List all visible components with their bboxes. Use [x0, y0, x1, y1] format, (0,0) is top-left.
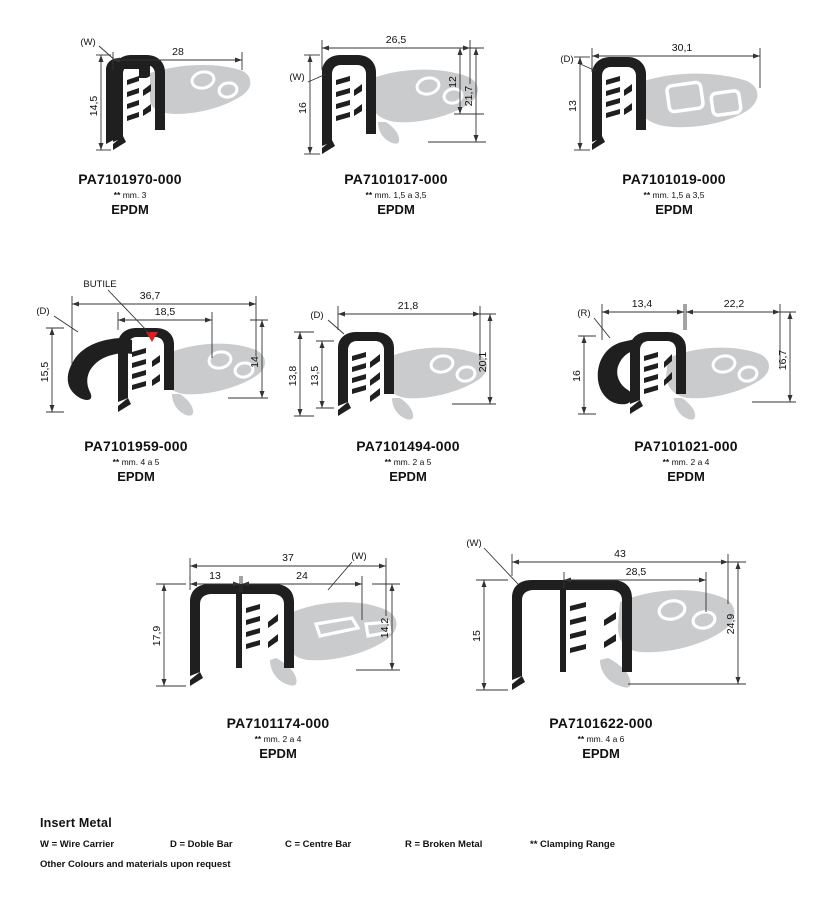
insert-tag-3: (D) [36, 306, 50, 317]
profile-caption-0 [0, 171, 260, 217]
range-value-2: mm. 1,5 a 3,5 [652, 189, 705, 200]
legend-entry-clamping: ** Clamping Range [530, 839, 615, 850]
profile-material-4: EPDM [389, 468, 427, 484]
legend-entry-d: D = Doble Bar [170, 839, 233, 850]
profile-caption-4 [264, 438, 552, 484]
profile-drawing-6 [120, 528, 440, 703]
legend-title: Insert Metal [40, 816, 112, 830]
dimension-top-6: 37 [282, 552, 294, 564]
dimension-right-7: 24,9 [725, 613, 737, 635]
profile-drawing-5 [552, 272, 832, 432]
profile-card-4 [272, 272, 552, 484]
profile-card-3 [0, 272, 272, 484]
range-stars-7: ** [577, 733, 585, 744]
profile-range-7 [422, 734, 780, 745]
profile-drawing-7 [440, 528, 780, 703]
dimension-left-7: 15 [471, 630, 483, 642]
insert-tag-4: (D) [310, 310, 324, 321]
dimension-top-4: 21,8 [397, 300, 419, 312]
dimension-left-2: 13 [567, 100, 579, 112]
range-stars-1: ** [365, 189, 373, 200]
annotation-butile: BUTILE [83, 279, 117, 290]
profile-card-6 [120, 528, 440, 761]
profile-range-2 [516, 190, 832, 201]
dimension-top2-7: 28,5 [625, 566, 647, 578]
profile-material-0: EPDM [111, 201, 149, 217]
legend-entry-c: C = Centre Bar [285, 839, 352, 850]
profile-row-3 [120, 528, 832, 761]
profile-material-2: EPDM [655, 201, 693, 217]
profile-drawing-3 [0, 272, 272, 432]
range-stars-2: ** [643, 189, 651, 200]
dimension-right-3: 14 [249, 356, 261, 368]
profile-card-1 [260, 18, 532, 217]
range-stars-0: ** [113, 189, 121, 200]
profile-range-5 [540, 457, 832, 468]
range-stars-6: ** [254, 733, 262, 744]
dimension-top2-5: 22,2 [723, 298, 745, 310]
profile-code-1: PA7101017-000 [344, 171, 448, 187]
profile-caption-2 [516, 171, 832, 217]
profile-card-0 [0, 18, 260, 217]
profile-range-0 [0, 190, 260, 201]
range-value-1: mm. 1,5 a 3,5 [374, 189, 427, 200]
dimension-left-0: 14,5 [88, 95, 100, 117]
dimension-right-outer-1: 21,7 [463, 85, 475, 107]
profile-material-3: EPDM [117, 468, 155, 484]
legend-entry-w: W = Wire Carrier [40, 839, 115, 850]
insert-tag-0: (W) [80, 37, 96, 48]
insert-tag-1: (W) [289, 72, 305, 83]
dimension-top3-6: 24 [296, 570, 308, 582]
dimension-right-6: 14,2 [379, 617, 391, 639]
profile-code-0: PA7101970-000 [78, 171, 182, 187]
profile-drawing-2 [532, 18, 832, 163]
profile-range-6 [116, 734, 440, 745]
profile-code-6: PA7101174-000 [226, 715, 330, 731]
profile-code-4: PA7101494-000 [356, 438, 460, 454]
range-value-5: mm. 2 a 4 [671, 456, 710, 467]
profile-caption-1 [260, 171, 532, 217]
dimension-top-0: 28 [172, 46, 184, 58]
legend-block [40, 816, 800, 870]
dimension-left-6: 17,9 [151, 625, 163, 647]
range-value-3: mm. 4 a 5 [121, 456, 160, 467]
range-value-7: mm. 4 a 6 [586, 733, 625, 744]
profile-material-7: EPDM [582, 745, 620, 761]
dimension-top2-6: 13 [209, 570, 221, 582]
dimension-top-5: 13,4 [631, 298, 653, 310]
profile-drawing-1 [260, 18, 532, 163]
profile-card-2 [532, 18, 832, 217]
dimension-right-5: 16,7 [777, 349, 789, 371]
range-stars-3: ** [112, 456, 120, 467]
profile-caption-5 [540, 438, 832, 484]
dimension-top-2: 30,1 [671, 42, 693, 54]
dimension-left2-4: 13,5 [309, 365, 321, 387]
dimension-top-3: 36,7 [139, 290, 161, 302]
range-value-0: mm. 3 [122, 189, 147, 200]
legend-note: Other Colours and materials upon request [40, 859, 231, 870]
legend-entry-r: R = Broken Metal [405, 839, 483, 850]
profile-code-3: PA7101959-000 [84, 438, 188, 454]
range-stars-4: ** [384, 456, 392, 467]
insert-tag-5: (R) [577, 308, 591, 319]
profile-range-1 [260, 190, 532, 201]
profile-card-5 [552, 272, 832, 484]
profile-range-4 [264, 457, 552, 468]
dimension-right-4: 20,1 [477, 351, 489, 373]
profile-card-7 [440, 528, 780, 761]
profile-drawing-0 [0, 18, 260, 163]
dimension-top-7: 43 [614, 548, 626, 560]
range-value-6: mm. 2 a 4 [263, 733, 302, 744]
profile-row-2 [0, 272, 832, 484]
profile-code-2: PA7101019-000 [622, 171, 726, 187]
dimension-left-3: 15,5 [39, 361, 51, 383]
profile-caption-3 [0, 438, 272, 484]
profile-code-7: PA7101622-000 [549, 715, 653, 731]
profile-caption-7 [422, 715, 780, 761]
legend-entries-row [40, 839, 800, 850]
insert-tag-7: (W) [466, 538, 482, 549]
insert-tag-6: (W) [351, 551, 367, 562]
profile-caption-6 [116, 715, 440, 761]
insert-tag-2: (D) [560, 54, 574, 65]
dimension-left-4: 13,8 [287, 365, 299, 387]
profile-row-1 [0, 18, 832, 217]
profile-material-6: EPDM [259, 745, 297, 761]
dimension-top-1: 26,5 [385, 34, 407, 46]
dimension-top2-3: 18,5 [154, 306, 176, 318]
profile-material-1: EPDM [377, 201, 415, 217]
range-value-4: mm. 2 a 5 [393, 456, 432, 467]
profile-material-5: EPDM [667, 468, 705, 484]
profile-range-3 [0, 457, 272, 468]
range-stars-5: ** [662, 456, 670, 467]
profile-drawing-4 [272, 272, 552, 432]
dimension-right-inner-1: 12 [447, 76, 459, 88]
profile-code-5: PA7101021-000 [634, 438, 738, 454]
dimension-left-5: 16 [571, 370, 583, 382]
dimension-left-1: 16 [297, 102, 309, 114]
